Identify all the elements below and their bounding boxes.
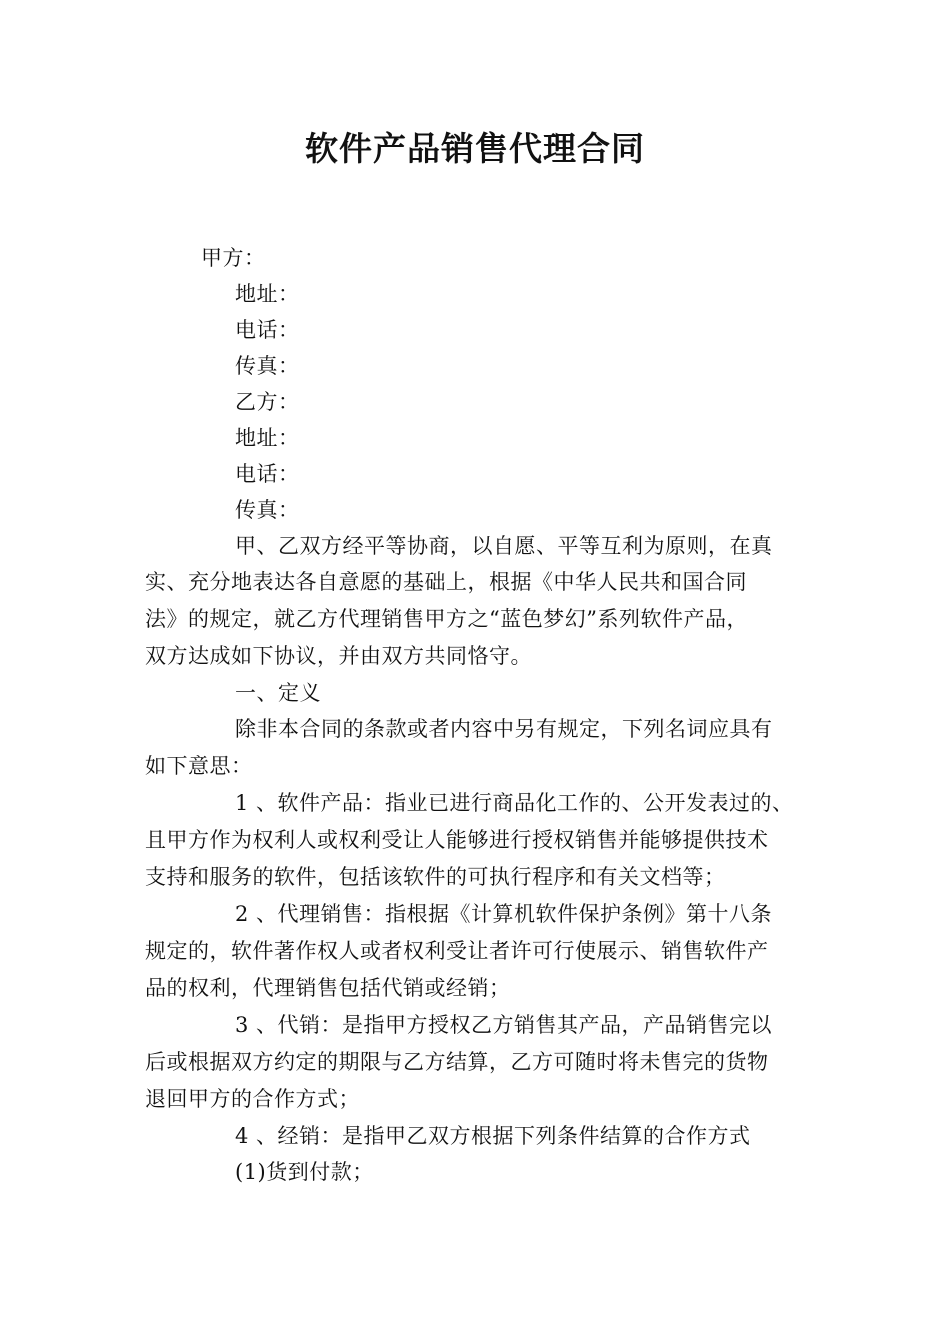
preamble-line: 双方达成如下协议，并由双方共同恪守。 [145, 644, 532, 668]
definition-item-1-line: 且甲方作为权利人或权利受让人能够进行授权销售并能够提供技术 [145, 828, 769, 852]
definition-item-3-line: 退回甲方的合作方式； [145, 1087, 360, 1111]
preamble-line: 法》的规定，就乙方代理销售甲方之“蓝色梦幻”系列软件产品， [145, 607, 748, 631]
definition-item-2-line: 2 、代理销售：指根据《计算机软件保护条例》第十八条 [235, 902, 773, 926]
party-a-fax: 传真： [235, 354, 300, 378]
document-title: 软件产品销售代理合同 [305, 129, 645, 168]
definitions-intro-line: 除非本合同的条款或者内容中另有规定，下列名词应具有 [235, 717, 773, 741]
party-b-address: 地址： [235, 426, 300, 450]
party-b-label: 乙方： [235, 390, 300, 414]
definition-item-3-line: 后或根据双方约定的期限与乙方结算，乙方可随时将未售完的货物 [145, 1050, 769, 1074]
preamble-line: 实、充分地表达各自意愿的基础上，根据《中华人民共和国合同 [145, 570, 747, 594]
definition-item-1-line: 支持和服务的软件，包括该软件的可执行程序和有关文档等； [145, 865, 726, 889]
definition-item-4-line: 4 、经销：是指甲乙双方根据下列条件结算的合作方式 [235, 1124, 751, 1148]
party-a-label: 甲方： [201, 246, 266, 270]
preamble-line: 甲、乙双方经平等协商，以自愿、平等互利为原则，在真 [235, 534, 773, 558]
party-b-fax: 传真： [235, 498, 300, 522]
definition-item-2-line: 规定的，软件著作权人或者权利受让者许可行使展示、销售软件产 [145, 939, 769, 963]
party-a-phone: 电话： [235, 318, 300, 342]
section-heading: 一、定义 [235, 681, 321, 705]
party-b-phone: 电话： [235, 462, 300, 486]
definition-item-4-sub-1: (1)货到付款； [235, 1160, 374, 1184]
definition-item-1-line: 1 、软件产品：指业已进行商品化工作的、公开发表过的、 [235, 791, 794, 815]
party-a-address: 地址： [235, 282, 300, 306]
definition-item-2-line: 品的权利，代理销售包括代销或经销； [145, 976, 511, 1000]
definition-item-3-line: 3 、代销：是指甲方授权乙方销售其产品，产品销售完以 [235, 1013, 773, 1037]
definitions-intro-line: 如下意思： [145, 754, 253, 778]
